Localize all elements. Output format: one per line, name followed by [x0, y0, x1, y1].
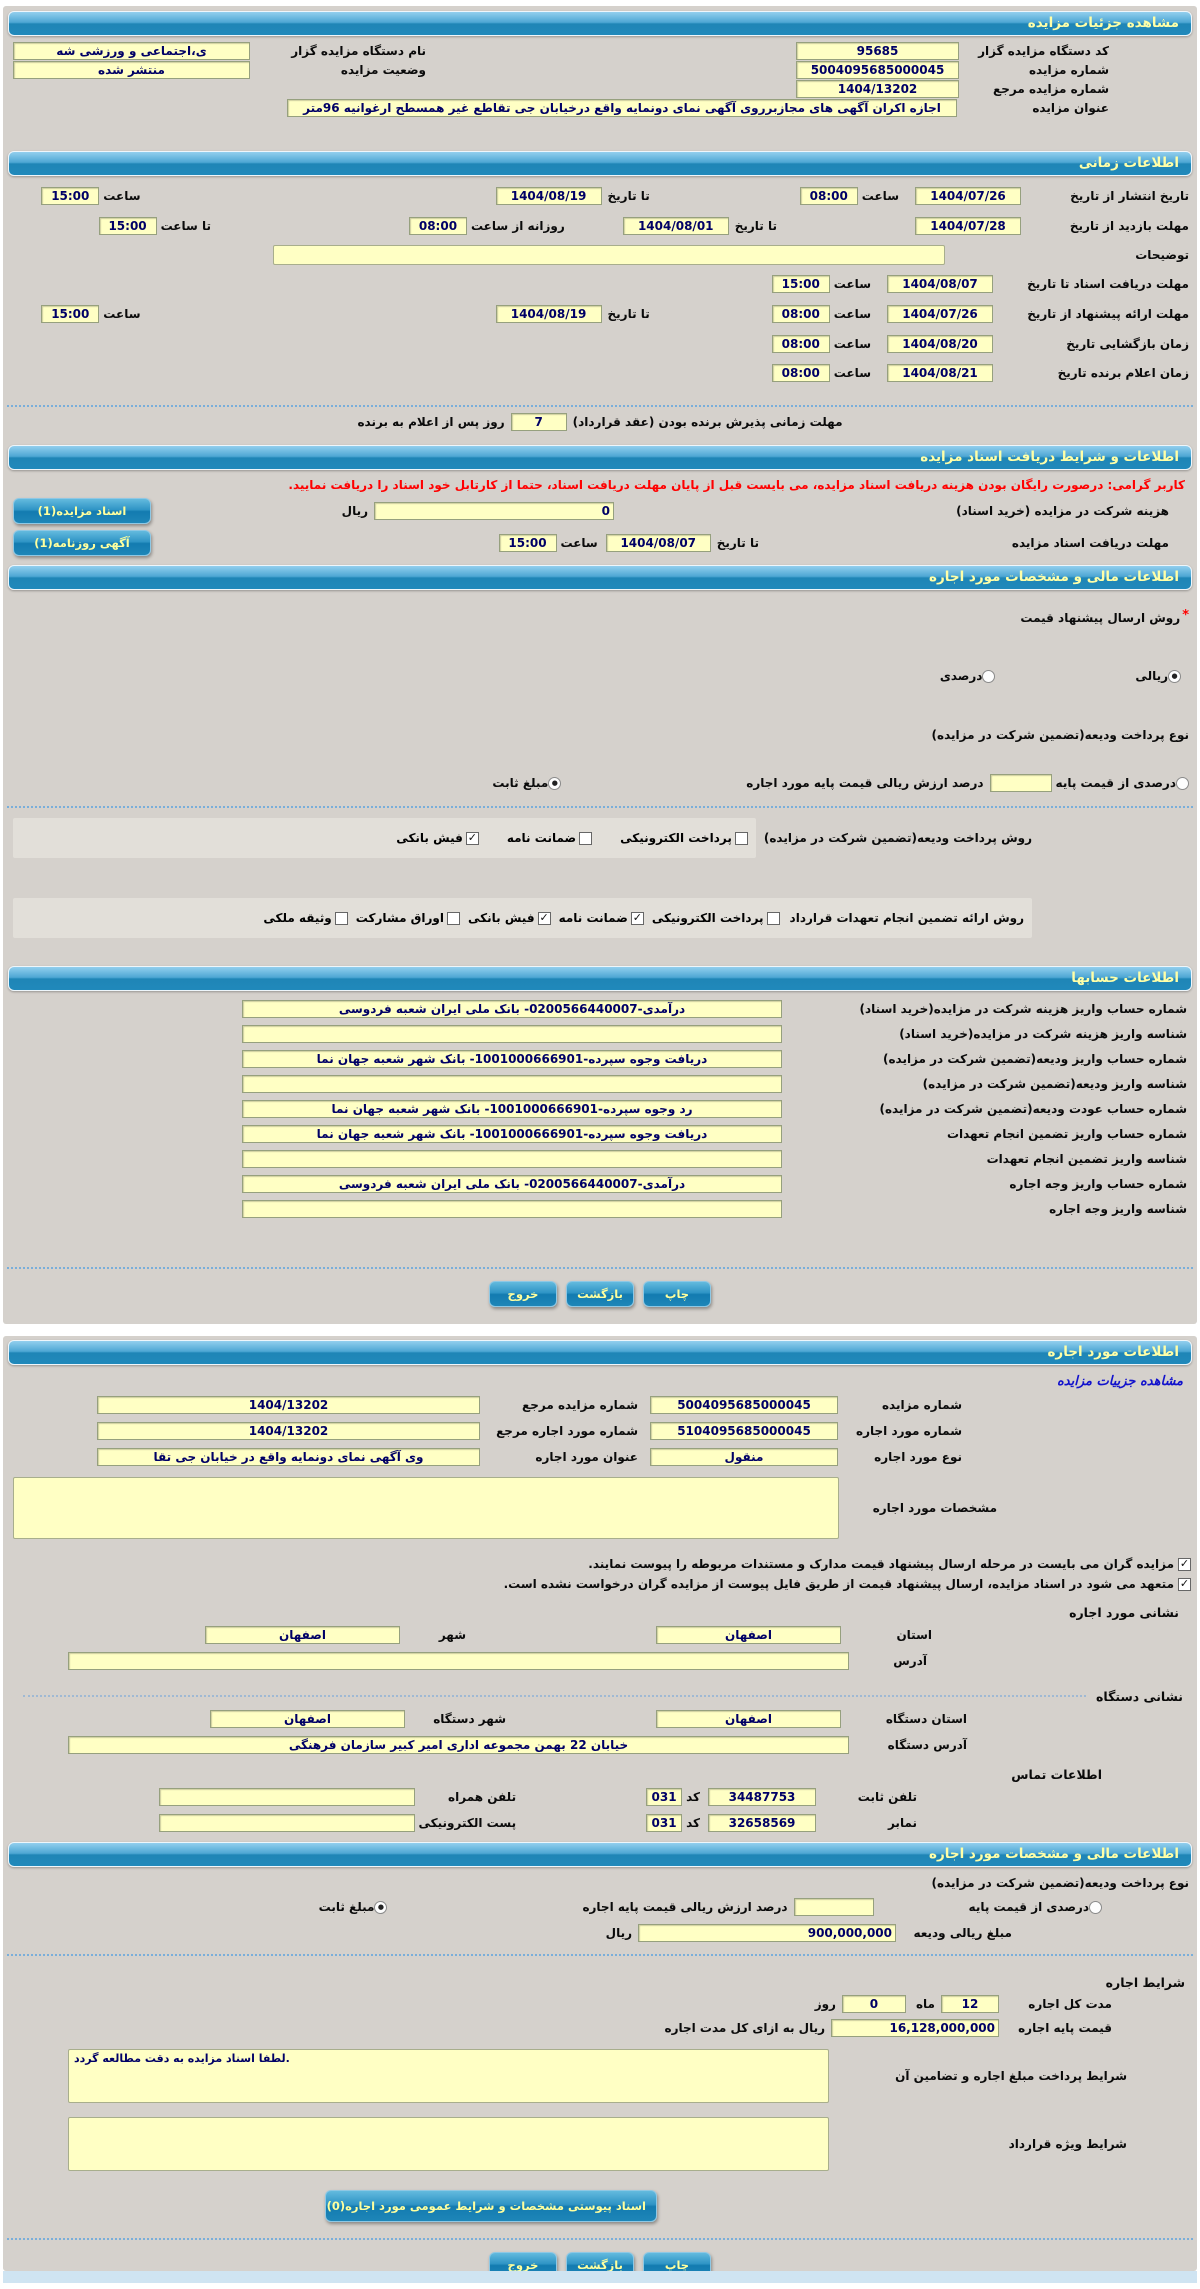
row-payment-conditions [3, 2046, 1197, 2106]
auction-title-field[interactable]: اجازه اکران آگهی های مجازبرروی آگهی نمای دونمایه واقع درخیابان جی تقاطع غیر همسطح ارغوانیه 96متر [287, 99, 957, 117]
row-org-state [3, 1706, 1197, 1732]
divider [7, 806, 1193, 808]
row-rental-item-specs [3, 1474, 1197, 1542]
percent-of-base-text: درصد ارزش ریالی قیمت پایه مورد اجاره [746, 776, 984, 790]
doc-deadline-pre: تا تاریخ [716, 536, 759, 550]
rental-percent-of-base-field[interactable] [794, 1898, 874, 1916]
publish-to-hour-label: ساعت [103, 189, 141, 203]
rental-fixed-amount-radio[interactable]: ● [374, 1901, 387, 1914]
contract-guarantee-label: روش ارائه تضمین انجام تعهدات قرارداد [789, 911, 1024, 925]
section-header-accounts: اطلاعات حسابها [8, 966, 1192, 991]
rental-deposit-type-label: نوع پرداخت ودیعه(تضمین شرکت در مزایده) [931, 1876, 1189, 1890]
auction-number-field[interactable]: 5004095685000045 [796, 61, 959, 79]
section-header-financial: اطلاعات مالی و مشخصات مورد اجاره [8, 565, 1192, 590]
checkbox-item-g-property[interactable] [263, 911, 347, 925]
account-row [3, 996, 1197, 1021]
device-name-field[interactable]: ی،اجتماعی و ورزشی شه [13, 42, 250, 60]
visit-label: مهلت بازدید از تاریخ [1069, 219, 1189, 233]
offer-from-date-field[interactable]: 1404/07/26 [887, 305, 993, 323]
g-bank-slip-checkbox[interactable]: ✓ [539, 911, 549, 924]
percent-radio-label: درصدی [939, 669, 983, 683]
account-row-field[interactable]: درآمدی-0200566440007- بانک ملی ایران شعبه فردوسی [242, 1175, 782, 1193]
lease-terms-title: شرایط اجاره [1105, 1974, 1185, 1990]
g-bank-slip-checkbox-label: فیش بانکی [468, 911, 535, 925]
doc-deadline-label: مهلت دریافت اسناد مزایده [1011, 536, 1169, 550]
account-row-label: شناسه واریز وجه اجاره [1049, 1201, 1187, 1216]
row-deposit-type-options [3, 770, 1197, 796]
account-row-field[interactable] [242, 1150, 782, 1168]
auction-docs-button[interactable]: اسناد مزایده(1) [13, 498, 151, 524]
checkbox-item-g-guarantee-letter[interactable] [559, 911, 644, 925]
g-guarantee-letter-checkbox[interactable]: ✓ [632, 911, 642, 924]
row-item-address-state [3, 1622, 1197, 1648]
checkbox-item-epay[interactable] [620, 831, 748, 845]
opening-label: زمان بازگشایی تاریخ [1066, 337, 1189, 351]
item-city-field[interactable]: اصفهان [205, 1626, 400, 1644]
doc-receive-label: مهلت دریافت اسناد تا تاریخ [1027, 277, 1189, 291]
account-row-label: شناسه واریز هزینه شرکت در مزایده(خرید اسناد) [899, 1026, 1187, 1041]
visit-to-date-field[interactable]: 1404/08/01 [623, 217, 729, 235]
row-auction-title [3, 98, 1197, 117]
visit-to-hour-label: تا ساعت [160, 219, 211, 233]
org-address-title: نشانی دستگاه [1096, 1688, 1183, 1704]
row-contact-title [3, 1764, 1197, 1784]
bank-slip-checkbox-label: فیش بانکی [396, 831, 463, 845]
g-bonds-checkbox[interactable] [447, 912, 460, 925]
account-row-field[interactable]: دریافت وجوه سپرده-1001000666901- بانک شهر شعبه جهان نما [242, 1125, 782, 1143]
percent-of-base-field[interactable] [990, 774, 1052, 792]
rental-percent-of-base-text: درصد ارزش ریالی قیمت پایه اجاره [582, 1900, 788, 1914]
row-org-address-title [3, 1686, 1197, 1706]
epay-checkbox-label: پرداخت الکترونیکی [620, 831, 732, 845]
account-row-field[interactable]: رد وجوه سپرده-1001000666901- بانک شهر شعبه جهان نما [242, 1100, 782, 1118]
rental-item-panel [3, 1336, 1197, 2271]
auction-ref-field[interactable]: 1404/13202 [796, 80, 959, 98]
divider [7, 1267, 1193, 1269]
row-view-details-link [3, 1370, 1197, 1392]
row-rental-deposit-type-label [3, 1872, 1197, 1894]
rental-item-title-label: عنوان مورد اجاره [535, 1450, 638, 1464]
section-header-rental-item: اطلاعات مورد اجاره [8, 1340, 1192, 1365]
doc-fee-label: هزینه شرکت در مزایده (خرید اسناد) [956, 504, 1169, 518]
doc-deadline-hour-label: ساعت [560, 536, 598, 550]
row-item-address [3, 1648, 1197, 1674]
guarantee-letter-checkbox-label: ضمانت نامه [506, 831, 577, 845]
checkbox-item-g-bonds[interactable] [356, 911, 460, 925]
g-property-checkbox[interactable] [335, 912, 348, 925]
rental-item-number-label: شماره مورد اجاره [856, 1424, 962, 1438]
phone-code-field[interactable]: 031 [646, 1788, 682, 1806]
rental-percent-of-base-radio[interactable] [1089, 1901, 1102, 1914]
panel2-actions [3, 2252, 1197, 2271]
org-state-field[interactable]: اصفهان [656, 1710, 841, 1728]
no-attach-statement-text: متعهد می شود در اسناد مزایده، ارسال پیشنهاد قیمت از طریق فایل پیوست از مزایده گران درخواست نشده است. [503, 1577, 1174, 1591]
auction-ref-label: شماره مزایده مرجع [993, 81, 1109, 96]
item-state-field[interactable]: اصفهان [656, 1626, 841, 1644]
rental-item-specs-label: مشخصات مورد اجاره [872, 1501, 997, 1515]
publish-from-date-field[interactable]: 1404/07/26 [915, 187, 1021, 205]
row-winner-acceptance [3, 407, 1197, 437]
auction-status-field[interactable]: منتشر شده [13, 61, 250, 79]
row-lease-duration [3, 1992, 1197, 2016]
visit-from-hour-field[interactable]: 08:00 [409, 217, 467, 235]
bank-slip-checkbox[interactable]: ✓ [467, 831, 477, 844]
item-address-label: آدرس [893, 1654, 927, 1668]
account-row-label: شماره حساب واریز هزینه شرکت در مزایده(خرید اسناد) [859, 1001, 1187, 1016]
lease-base-price-unit: ریال به ازای کل مدت اجاره [664, 2021, 825, 2035]
winner-label: زمان اعلام برنده تاریخ [1057, 366, 1189, 380]
special-conditions-field[interactable] [68, 2117, 829, 2171]
deposit-amount-label: مبلغ ریالی ودیعه [913, 1926, 1012, 1940]
item-state-label: استان [896, 1628, 932, 1642]
print-button[interactable]: چاپ [643, 1281, 711, 1307]
acceptance-days-field[interactable]: 7 [511, 413, 567, 431]
epay-checkbox[interactable] [735, 832, 748, 845]
row-deposit-type-label [3, 724, 1197, 746]
device-code-label: کد دستگاه مزایده گزار [978, 43, 1109, 58]
account-row [3, 1046, 1197, 1071]
acceptance-label: مهلت زمانی پذیرش برنده بودن (عقد قرارداد) [572, 415, 843, 429]
visit-to-date-label: تا تاریخ [734, 219, 777, 233]
fax-code-field[interactable]: 031 [646, 1814, 682, 1832]
offer-hour-label: ساعت [833, 307, 871, 321]
org-address-field[interactable]: خیابان 22 بهمن مجموعه اداری امیر کبیر سازمان فرهنگی [68, 1736, 849, 1754]
rental-percent-of-base-label: درصدی از قیمت پایه [968, 1900, 1089, 1914]
publish-date-label: تاریخ انتشار از تاریخ [1070, 189, 1189, 203]
device-code-field[interactable]: 95685 [796, 42, 959, 60]
phone-label: تلفن ثابت [857, 1790, 917, 1804]
g-guarantee-letter-checkbox-label: ضمانت نامه [558, 911, 628, 925]
docs-warning-text: کاربر گرامی: درصورت رایگان بودن هزینه دریافت اسناد مزایده، می بایست قبل از پایان مهلت دریافت اسناد، حتما از کارتابل خود اسناد را دریافت نمایید. [288, 478, 1185, 492]
deposit-type-label: نوع پرداخت ودیعه(تضمین شرکت در مزایده) [931, 728, 1189, 742]
rental-item-specs-field[interactable] [13, 1477, 839, 1539]
row-contact-fax [3, 1810, 1197, 1836]
account-row-label: شماره حساب واریز تضمین انجام تعهدات [946, 1126, 1187, 1141]
account-row-label: شماره حساب واریز وجه اجاره [1009, 1176, 1187, 1191]
row-deposit-pay-method [3, 818, 1197, 858]
row-no-attach-statement [3, 1574, 1197, 1594]
mobile-label: تلفن همراه [448, 1790, 517, 1804]
row-notes [3, 241, 1197, 269]
rial-radio[interactable]: ● [1168, 670, 1181, 683]
account-row [3, 1096, 1197, 1121]
section-header-docs: اطلاعات و شرایط دریافت اسناد مزایده [8, 445, 1192, 470]
lease-days-field[interactable]: 0 [842, 1995, 906, 2013]
attach-docs-checkbox[interactable]: ✓ [1179, 1557, 1190, 1570]
row-lease-terms-title [3, 1972, 1197, 1992]
back-button[interactable]: بازگشت [566, 1281, 634, 1307]
item-address-field[interactable] [68, 1652, 849, 1670]
row-attach-docs-statement [3, 1554, 1197, 1574]
contact-title: اطلاعات تماس [1011, 1766, 1102, 1782]
doc-receive-date-field[interactable]: 1404/08/07 [887, 275, 993, 293]
offer-to-hour-field[interactable]: 15:00 [41, 305, 99, 323]
row-lease-base-price [3, 2016, 1197, 2040]
account-row-label: شناسه واریز تضمین انجام تعهدات [986, 1151, 1187, 1166]
payment-conditions-label: شرایط پرداخت مبلغ اجاره و تضامین آن [895, 2069, 1127, 2083]
lease-months-field[interactable]: 12 [941, 1995, 999, 2013]
section-header-auction-details: مشاهده جزئیات مزایده [8, 11, 1192, 36]
publish-to-date-field[interactable]: 1404/08/19 [496, 187, 602, 205]
row-doc-receive-deadline [3, 269, 1197, 299]
checkbox-item-g-epay[interactable] [652, 911, 780, 925]
row-rental-deposit-options [3, 1894, 1197, 1920]
opening-hour-field[interactable]: 08:00 [772, 335, 830, 353]
org-address-label: آدرس دستگاه [887, 1738, 967, 1752]
auction-details-panel [3, 6, 1197, 1324]
price-method-label: روش ارسال پیشنهاد قیمت [1020, 611, 1181, 625]
newspaper-ad-button[interactable]: آگهی روزنامه(1) [13, 530, 151, 556]
winner-hour-field[interactable]: 08:00 [772, 364, 830, 382]
visit-to-hour-field[interactable]: 15:00 [99, 217, 157, 235]
row-price-method-options [3, 664, 1197, 688]
divider [7, 1954, 1193, 1956]
offer-to-date-label: تا تاریخ [607, 307, 650, 321]
view-auction-details-link[interactable]: مشاهده جزییات مزایده [1056, 1373, 1183, 1389]
required-asterisk: * [1182, 607, 1189, 623]
g-bonds-checkbox-label: اوراق مشارکت [355, 911, 445, 925]
deposit-pay-method-band [13, 818, 756, 858]
checkbox-item-bank-slip[interactable] [396, 831, 479, 845]
mobile-field[interactable] [159, 1788, 415, 1806]
deposit-amount-unit: ریال [605, 1926, 632, 1940]
org-city-field[interactable]: اصفهان [210, 1710, 405, 1728]
winner-hour-label: ساعت [833, 366, 871, 380]
email-field[interactable] [159, 1814, 415, 1832]
row-rental-item-number [3, 1418, 1197, 1444]
print-button[interactable]: چاپ [643, 2252, 711, 2271]
account-row-label: شماره حساب عودت ودیعه(تضمین شرکت در مزایده) [879, 1101, 1187, 1116]
fax-code-label: کد [686, 1816, 700, 1830]
lease-base-price-field[interactable]: 16,128,000,000 [831, 2019, 999, 2037]
email-label: پست الکترونیکی [418, 1816, 517, 1830]
opening-date-field[interactable]: 1404/08/20 [887, 335, 993, 353]
auction-title-label: عنوان مزایده [1032, 100, 1109, 115]
footer-strip [3, 2271, 1197, 2283]
offer-label: مهلت ارائه پیشنهاد از تاریخ [1027, 307, 1189, 321]
row-org-address [3, 1732, 1197, 1758]
publish-to-date-label: تا تاریخ [607, 189, 650, 203]
org-state-label: استان دستگاه [885, 1712, 967, 1726]
attach-docs-statement-text: مزایده گران می بایست در مرحله ارسال پیشنهاد قیمت مدارک و مستندات مربوطه را پیوست نمایند. [588, 1557, 1174, 1571]
row-rental-item-type [3, 1444, 1197, 1470]
row-winner-announce [3, 359, 1197, 387]
rental-auction-number-label: شماره مزایده [881, 1398, 962, 1412]
row-auction-number [3, 60, 1197, 79]
account-row [3, 1121, 1197, 1146]
fax-field[interactable]: 32658569 [708, 1814, 816, 1832]
offer-from-hour-field[interactable]: 08:00 [772, 305, 830, 323]
rial-radio-label: ریالی [1135, 669, 1168, 683]
rental-item-title-field[interactable]: وی آگهی نمای دونمایه واقع در خیابان جی تقا [97, 1448, 480, 1466]
exit-button[interactable]: خروج [489, 2252, 557, 2271]
account-row-field[interactable] [242, 1200, 782, 1218]
rental-item-ref-label: شماره مورد اجاره مرجع [496, 1424, 638, 1438]
row-deposit-amount [3, 1920, 1197, 1946]
g-property-checkbox-label: وثیقه ملکی [263, 911, 332, 925]
account-row [3, 1196, 1197, 1221]
panel1-actions [3, 1281, 1197, 1307]
offer-to-date-field[interactable]: 1404/08/19 [496, 305, 602, 323]
publish-to-hour-field[interactable]: 15:00 [41, 187, 99, 205]
device-name-label: نام دستگاه مزایده گزار [291, 43, 426, 58]
org-city-label: شهر دستگاه [433, 1712, 506, 1726]
rental-item-number-field[interactable]: 5104095685000045 [650, 1422, 838, 1440]
g-epay-checkbox[interactable] [767, 912, 780, 925]
visit-daily-hour-label: روزانه از ساعت [470, 219, 565, 233]
opening-hour-label: ساعت [833, 337, 871, 351]
account-row [3, 1171, 1197, 1196]
divider [7, 2238, 1193, 2240]
rental-auction-ref-label: شماره مزایده مرجع [522, 1398, 638, 1412]
auction-status-label: وضعیت مزایده [340, 62, 426, 77]
account-row-label: شناسه واریز ودیعه(تضمین شرکت در مزایده) [922, 1076, 1187, 1091]
lease-base-price-label: قیمت پایه اجاره [1018, 2021, 1112, 2035]
rental-item-type-label: نوع مورد اجاره [874, 1450, 962, 1464]
row-offer-deadline [3, 299, 1197, 329]
deposit-pay-method-label: روش پرداخت ودیعه(تضمین شرکت در مزایده) [763, 831, 1032, 845]
special-conditions-label: شرایط ویژه قرارداد [1008, 2137, 1127, 2151]
account-row-field[interactable] [242, 1075, 782, 1093]
row-special-conditions [3, 2114, 1197, 2174]
item-city-label: شهر [438, 1628, 466, 1642]
g-epay-checkbox-label: پرداخت الکترونیکی [651, 911, 764, 925]
account-row-field[interactable]: درآمدی-0200566440007- بانک ملی ایران شعبه فردوسی [242, 1000, 782, 1018]
row-doc-fee [3, 495, 1197, 527]
offer-to-hour-label: ساعت [103, 307, 141, 321]
account-row-field[interactable]: دریافت وجوه سپرده-1001000666901- بانک شهر شعبه جهان نما [242, 1050, 782, 1068]
rental-item-ref-field[interactable]: 1404/13202 [97, 1422, 480, 1440]
doc-deadline-date-field[interactable]: 1404/08/07 [606, 534, 711, 552]
rental-item-type-field[interactable]: منقول [650, 1448, 838, 1466]
publish-from-hour-field[interactable]: 08:00 [800, 187, 858, 205]
account-row-label: شماره حساب واریز ودیعه(تضمین شرکت در مزایده) [882, 1051, 1187, 1066]
account-row [3, 1071, 1197, 1096]
attached-docs-button[interactable]: اسناد پیوستی مشخصات و شرایط عمومی مورد اجاره(0) [325, 2190, 657, 2222]
row-device-code [3, 41, 1197, 60]
doc-deadline-hour-field[interactable]: 15:00 [499, 534, 557, 552]
doc-fee-field[interactable]: 0 [374, 502, 614, 520]
row-auction-ref [3, 79, 1197, 98]
winner-date-field[interactable]: 1404/08/21 [887, 364, 993, 382]
row-item-address-title [3, 1602, 1197, 1622]
account-row [3, 1146, 1197, 1171]
visit-from-date-field[interactable]: 1404/07/28 [915, 217, 1021, 235]
item-address-title: نشانی مورد اجاره [1069, 1604, 1179, 1620]
percent-of-base-label: درصدی از قیمت پایه [1055, 776, 1176, 790]
doc-receive-hour-field[interactable]: 15:00 [772, 275, 830, 293]
fixed-amount-radio[interactable]: ● [548, 777, 561, 790]
acceptance-suffix: روز پس از اعلام به برنده [357, 415, 505, 429]
rental-auction-number-field[interactable]: 5004095685000045 [650, 1396, 838, 1414]
section-header-rental-financial: اطلاعات مالی و مشخصات مورد اجاره [8, 1842, 1192, 1867]
payment-conditions-field[interactable]: لطفا اسناد مزایده به دقت مطالعه گردد. [68, 2049, 829, 2103]
phone-code-label: کد [686, 1790, 700, 1804]
row-visit-deadline [3, 211, 1197, 241]
doc-fee-unit: ریال [341, 504, 368, 518]
auction-number-label: شماره مزایده [1028, 62, 1109, 77]
no-attach-checkbox[interactable]: ✓ [1179, 1577, 1190, 1590]
lease-duration-label: مدت کل اجاره [1028, 1997, 1112, 2011]
row-contact-phone [3, 1784, 1197, 1810]
checkbox-item-g-bank-slip[interactable] [468, 911, 551, 925]
notes-field[interactable] [273, 245, 945, 265]
divider [23, 1695, 1086, 1697]
row-doc-deadline [3, 527, 1197, 559]
fixed-amount-label: مبلغ ثابت [492, 776, 549, 790]
contract-guarantee-band [13, 898, 1032, 938]
row-price-method [3, 606, 1197, 630]
account-row [3, 1021, 1197, 1046]
row-publish-date [3, 181, 1197, 211]
section-header-timing: اطلاعات زمانی [8, 151, 1192, 176]
doc-receive-hour-label: ساعت [833, 277, 871, 291]
notes-label: توضیحات [1135, 248, 1189, 262]
phone-field[interactable]: 34487753 [708, 1788, 816, 1806]
row-contract-guarantee [3, 898, 1197, 938]
row-rental-auction-number [3, 1392, 1197, 1418]
checkbox-item-guarantee-letter[interactable] [507, 831, 592, 845]
fax-label: نمابر [887, 1816, 917, 1830]
lease-days-unit: روز [814, 1997, 836, 2011]
rental-auction-ref-field[interactable]: 1404/13202 [97, 1396, 480, 1414]
rental-fixed-amount-label: مبلغ ثابت [318, 1900, 375, 1914]
publish-hour-label: ساعت [861, 189, 899, 203]
percent-radio[interactable] [982, 670, 995, 683]
exit-button[interactable]: خروج [489, 1281, 557, 1307]
account-row-field[interactable] [242, 1025, 782, 1043]
lease-months-unit: ماه [915, 1997, 935, 2011]
back-button[interactable]: بازگشت [566, 2252, 634, 2271]
guarantee-letter-checkbox[interactable] [579, 832, 592, 845]
row-opening-time [3, 329, 1197, 359]
deposit-amount-field[interactable]: 900,000,000 [638, 1924, 896, 1942]
percent-of-base-radio[interactable] [1176, 777, 1189, 790]
